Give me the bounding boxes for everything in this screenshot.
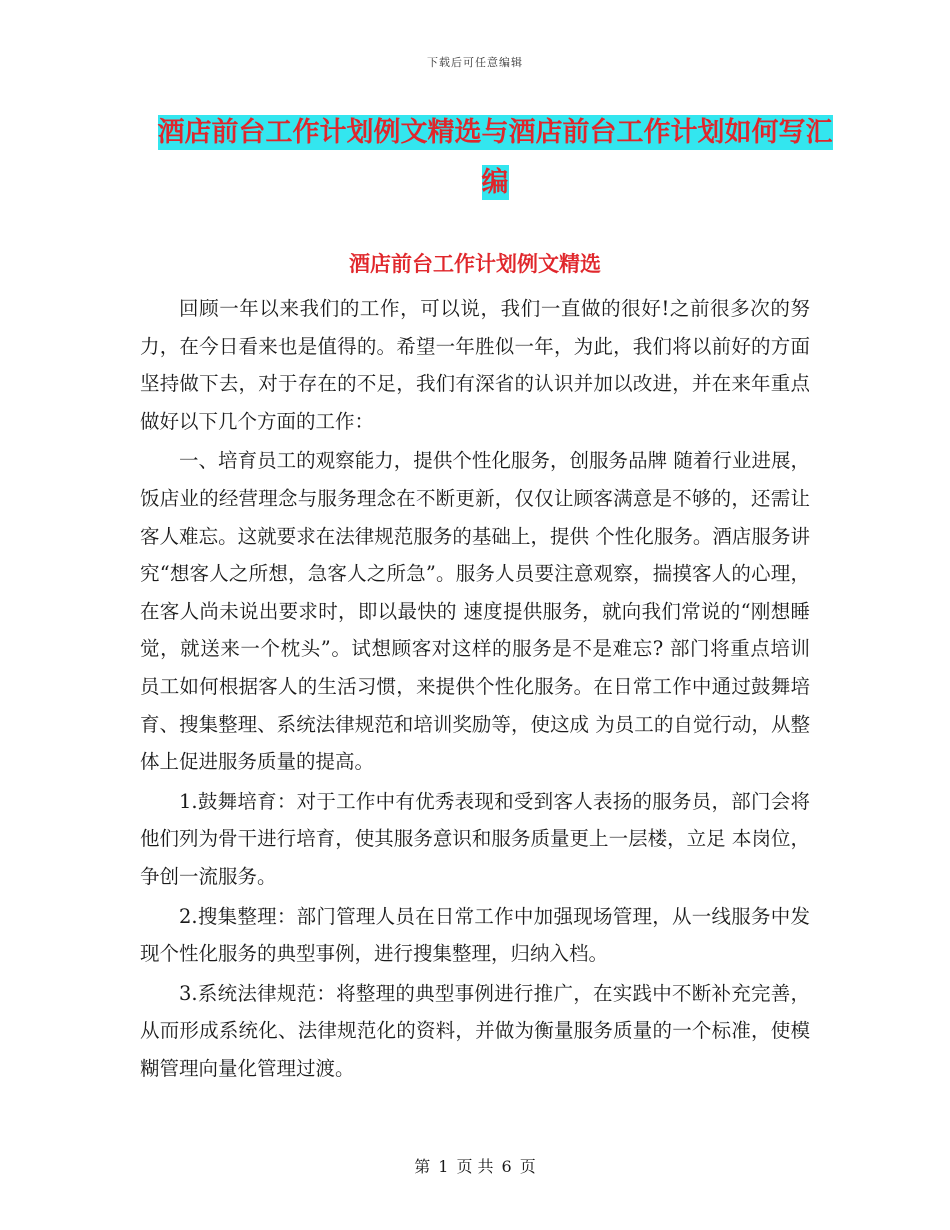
paragraph-item-1: 1.鼓舞培育：对于工作中有优秀表现和受到客人表扬的服务员，部门会将他们列为骨干进行培育，使其服务意识和服务质量更上一层楼，立足 本岗位，争创一流服务。 [140, 789, 810, 888]
footer-suffix: 页 [519, 1157, 536, 1176]
header-note: 下载后可任意编辑 [427, 56, 523, 69]
paragraph-intro: 回顾一年以来我们的工作，可以说，我们一直做的很好!之前很多次的努力，在今日看来也是值得的。希望一年胜似一年，为此，我们将以前好的方面坚持做下去，对于存在的不足，我们有深省的认识并加以改进，并在来年重点做好以下几个方面的工作： [140, 297, 810, 433]
footer-total-pages: 6 [501, 1157, 512, 1176]
section-title: 酒店前台工作计划例文精选 [349, 252, 601, 276]
paragraph-point-one: 一、培育员工的观察能力，提供个性化服务，创服务品牌 随着行业进展，饭店业的经营理念与服务理念在不断更新，仅仅让顾客满意是不够的，还需让客人难忘。这就要求在法律规范服务的基础上，提供 个性化服务。酒店服务讲究“想客人之所想，急客人之所急”。服务人员要注意观察，揣摸客人的心理，在客人尚未说出要求时，即以最快的 速度提供服务，就向我们常说的“刚想睡觉，就送来一个枕头”。试想顾客对这样的服务是不是难忘? 部门将重点培训员工如何根据客人的生活习惯，来提供个性化服务。在日常工作中通过鼓舞培育、搜集整理、系统法律规范和培训奖励等，使这成 为员工的自觉行动，从整体上促进服务质量的提高。 [140, 449, 810, 774]
page-footer [0, 1154, 950, 1177]
document-title-text: 酒店前台工作计划例文精选与酒店前台工作计划如何写汇编 [157, 117, 833, 198]
document-title [150, 108, 840, 208]
footer-middle: 页 共 [456, 1157, 494, 1176]
paragraph-item-2: 2.搜集整理：部门管理人员在日常工作中加强现场管理，从一线服务中发现个性化服务的典型事例，进行搜集整理，归纳入档。 [140, 904, 810, 966]
document-body [140, 290, 810, 1089]
footer-prefix: 第 [414, 1157, 431, 1176]
footer-page-number: 1 [438, 1157, 449, 1176]
paragraph-item-3: 3.系统法律规范：将整理的典型事例进行推广，在实践中不断补充完善，从而形成系统化、法律规范化的资料，并做为衡量服务质量的一个标准，使模 糊管理向量化管理过渡。 [140, 981, 810, 1080]
